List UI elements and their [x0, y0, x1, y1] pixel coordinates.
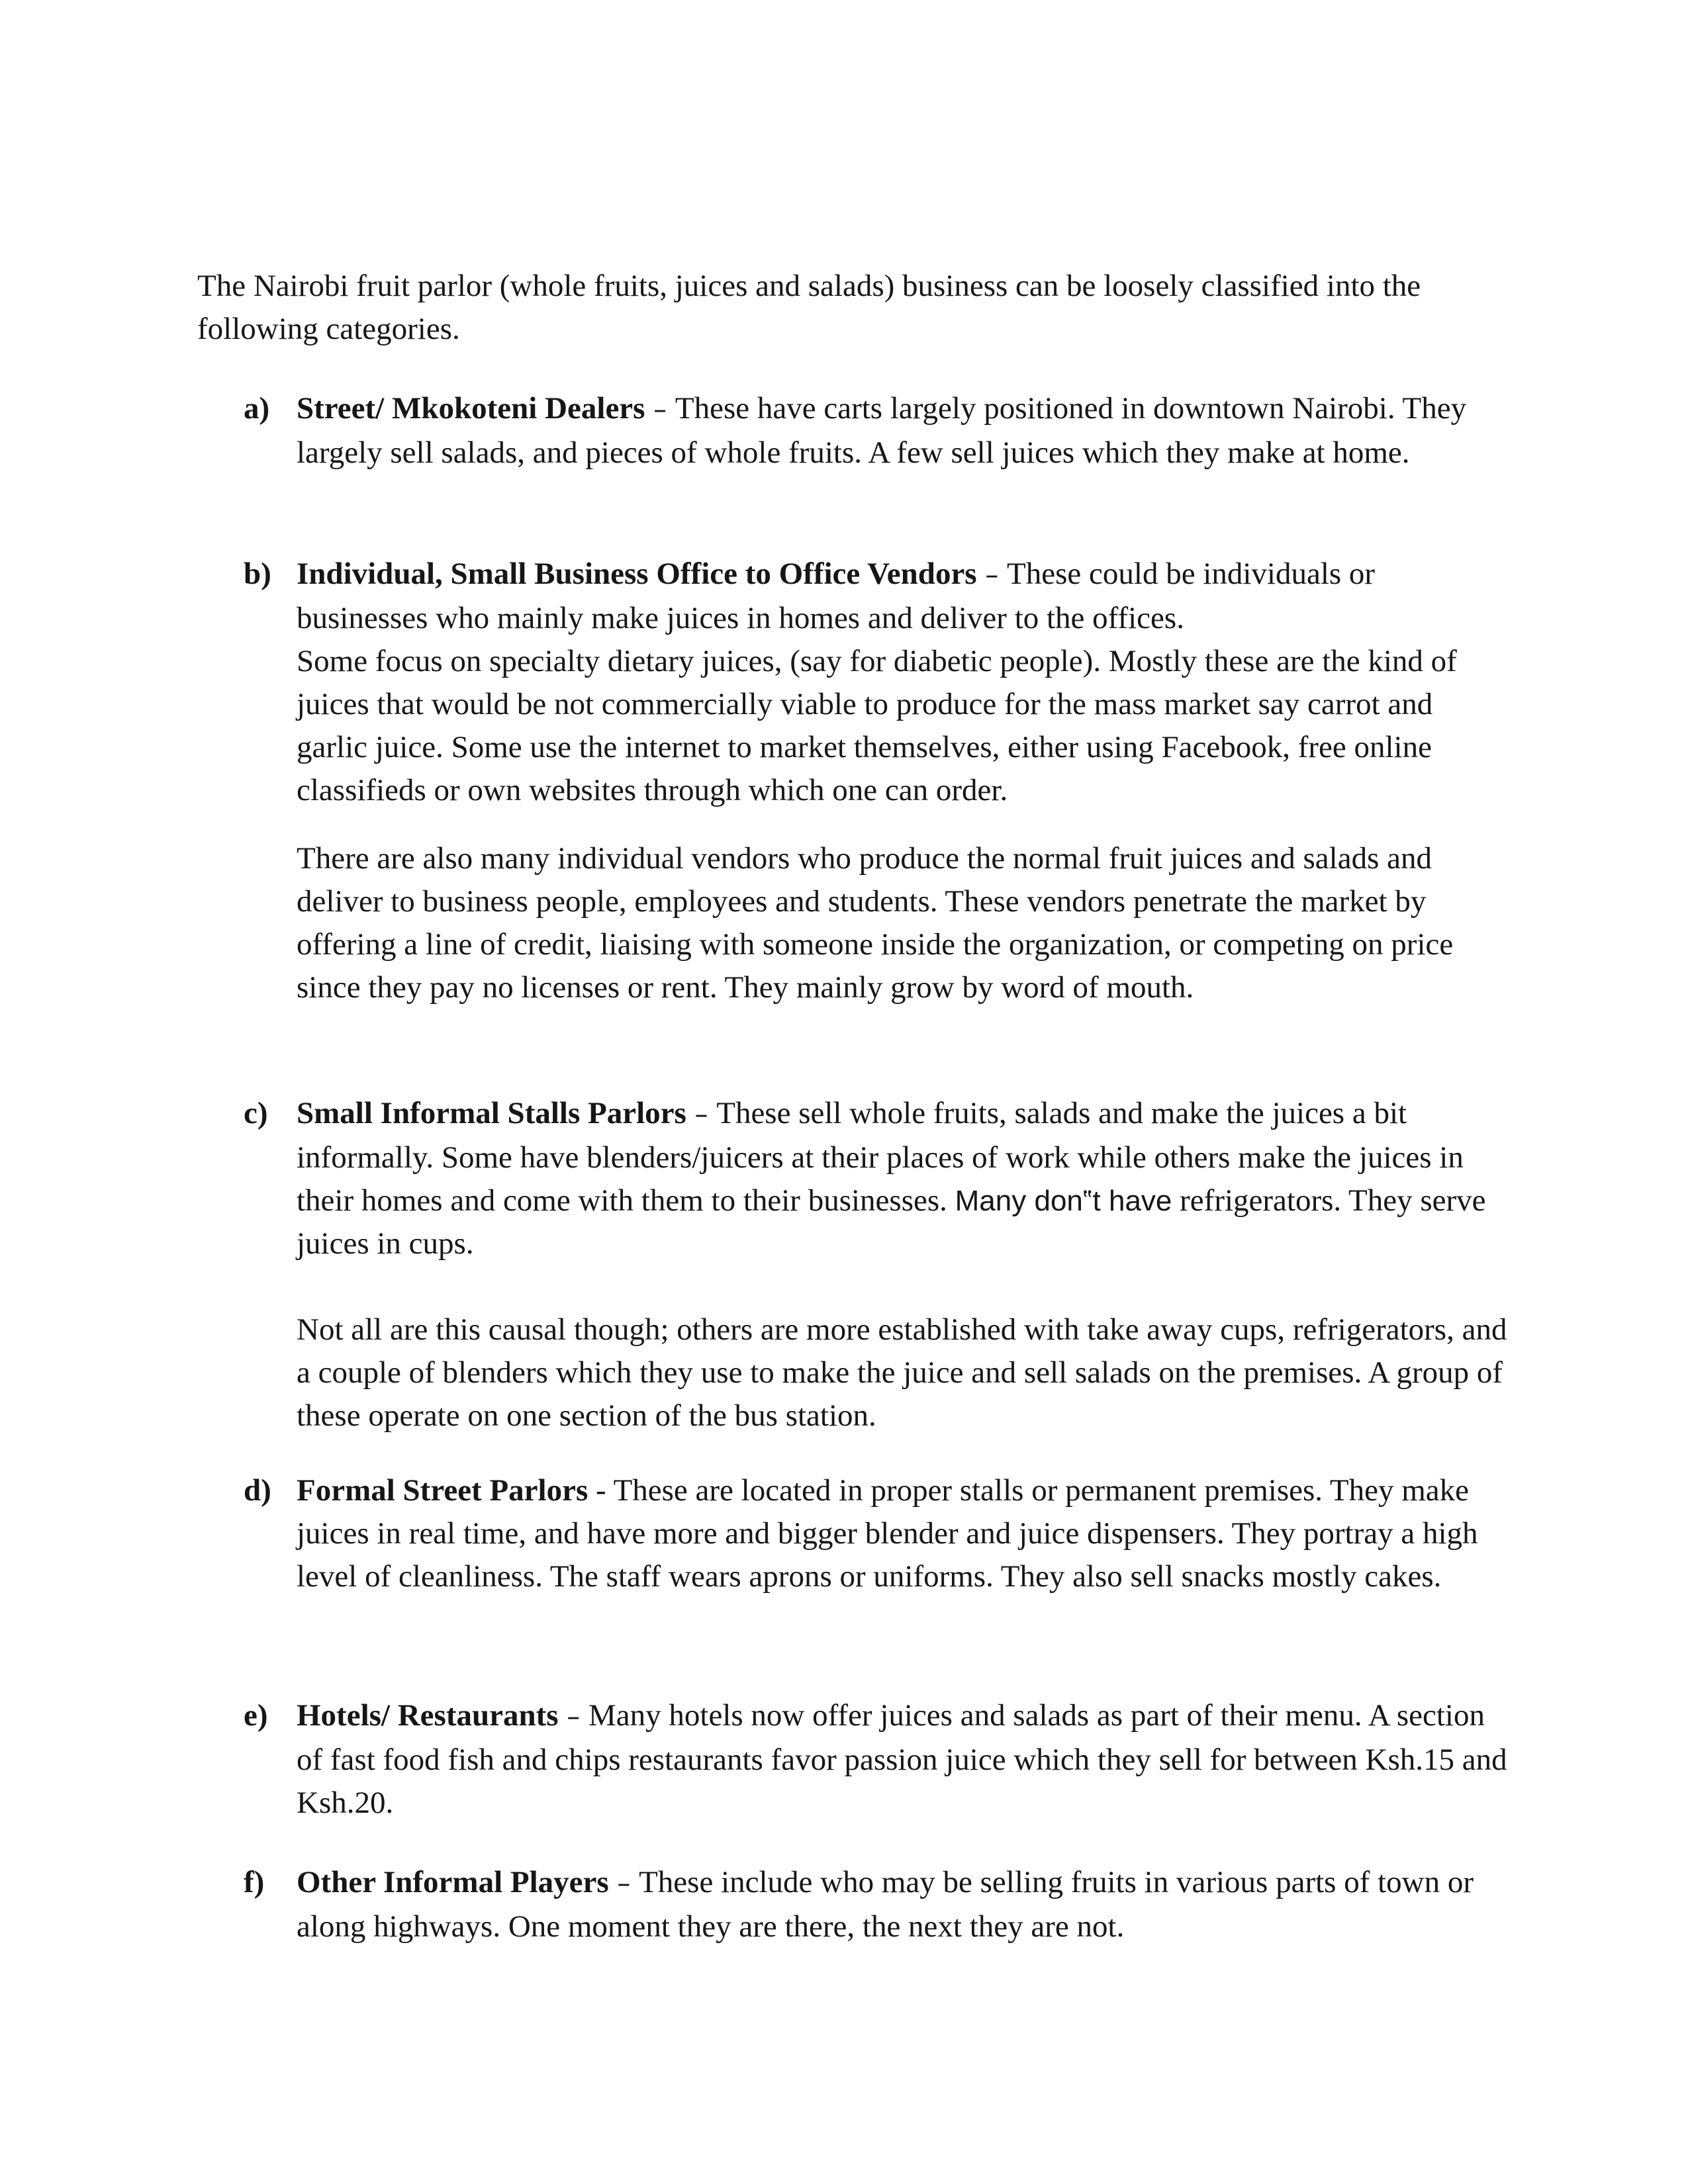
list-item-paragraph	[297, 1092, 1508, 1265]
item-text: These include who may be selling fruits in various parts of town or along highways. One moment they are there, the next they are not.	[297, 1865, 1474, 1944]
list-item-body	[297, 1694, 1508, 1825]
list-item-paragraph	[297, 387, 1508, 475]
list-item-paragraph	[297, 1469, 1508, 1598]
item-separator: –	[976, 560, 1008, 590]
list-marker: d)	[244, 1473, 271, 1508]
list-marker: c)	[244, 1096, 268, 1130]
item-separator: –	[645, 394, 675, 425]
item-separator: -	[588, 1473, 614, 1508]
item-heading: Individual, Small Business Office to Office Vendors	[297, 557, 977, 591]
list-item-paragraph	[297, 553, 1508, 640]
list-item-body	[297, 1469, 1508, 1598]
list-item-paragraph	[297, 1694, 1508, 1825]
item-separator: –	[558, 1702, 588, 1732]
item-heading: Hotels/ Restaurants	[297, 1698, 559, 1733]
list-item-paragraph: There are also many individual vendors who produce the normal fruit juices and salads and deliver to business people, employees and students. These vendors penetrate the market by offering a line of credit, liaising with someone inside the organization, or competing on price since they pay no licenses or rent. They mainly grow by word of mouth.	[297, 841, 1454, 1005]
item-heading: Formal Street Parlors	[297, 1473, 588, 1508]
list-item-body	[297, 387, 1508, 475]
item-heading: Street/ Mkokoteni Dealers	[297, 391, 645, 426]
item-text-sans: Many don‟t have	[955, 1185, 1172, 1217]
list-marker: e)	[244, 1698, 268, 1733]
list-item-paragraph: Not all are this causal though; others are more established with take away cups, refrigerators, and a couple of blenders which they use to make the juice and sell salads on the premises. A group of these operate on one section of the bus station.	[297, 1312, 1507, 1433]
list-item-body	[297, 553, 1508, 1009]
item-separator: –	[608, 1868, 639, 1899]
item-text-after: refrigerators. They serve juices in cups.	[297, 1183, 1486, 1261]
intro-paragraph: The Nairobi fruit parlor (whole fruits, juices and salads) business can be loosely classified into the following categories.	[197, 269, 1421, 346]
list-marker: a)	[244, 391, 270, 426]
item-text: These sell whole fruits, salads and make the juices a bit informally. Some have blenders/juicers at their places of work while others make the juices in their homes and come with them to their businesses.	[297, 1096, 1464, 1218]
list-item-body	[297, 1092, 1508, 1437]
item-text: Many hotels now offer juices and salads as part of their menu. A section of fast food fish and chips restaurants favor passion juice which they sell for between Ksh.15 and Ksh.20.	[297, 1698, 1507, 1820]
item-text: These have carts largely positioned in downtown Nairobi. They largely sell salads, and pieces of whole fruits. A few sell juices which they make at home.	[297, 391, 1467, 470]
item-heading: Small Informal Stalls Parlors	[297, 1096, 686, 1130]
item-text: These are located in proper stalls or permanent premises. They make juices in real time, and have more and bigger blender and juice dispensers. They portray a high level of cleanliness. The staff wears aprons or uniforms. They also sell snacks mostly cakes.	[297, 1473, 1478, 1594]
list-marker: b)	[244, 557, 271, 591]
list-item-paragraph: Some focus on specialty dietary juices, (say for diabetic people). Mostly these are the kind of juices that would be not commercially viable to produce for the mass market say carrot and garlic juice. Some use the internet to market themselves, either using Facebook, free online classifieds or own websites through which one can order.	[297, 644, 1457, 807]
list-marker: f)	[244, 1865, 265, 1899]
list-item-paragraph	[297, 1861, 1508, 1948]
item-heading: Other Informal Players	[297, 1865, 609, 1899]
item-text: These could be individuals or businesses who mainly make juices in homes and deliver to the offices.	[297, 557, 1376, 635]
item-separator: –	[686, 1099, 717, 1130]
list-item-body	[297, 1861, 1508, 1948]
